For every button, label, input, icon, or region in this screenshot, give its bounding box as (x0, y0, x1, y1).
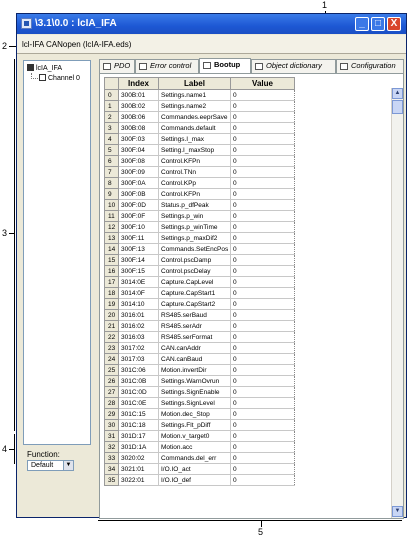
close-button[interactable]: X (387, 17, 401, 31)
row-label: RS485.serBaud (159, 310, 231, 321)
tab-configuration-label: Configuration (351, 61, 396, 70)
row-value[interactable]: 0 (231, 387, 295, 398)
row-index: 300B:01 (119, 90, 159, 101)
row-label: Capture.CapStart2 (159, 299, 231, 310)
table-row[interactable] (105, 387, 295, 398)
row-label: Motion.invertDir (159, 365, 231, 376)
table-row[interactable] (105, 255, 295, 266)
row-value[interactable]: 0 (231, 464, 295, 475)
table-row[interactable] (105, 222, 295, 233)
row-label: Settings.WarnOvrun (159, 376, 231, 387)
row-number: 0 (105, 90, 119, 101)
tab-error-control[interactable] (135, 59, 199, 73)
row-label: Control.TNn (159, 167, 231, 178)
row-index: 3017:03 (119, 354, 159, 365)
row-label: RS485.serAdr (159, 321, 231, 332)
callout-1: 1 (322, 0, 328, 10)
callout-4: 4 (2, 444, 8, 454)
row-label: Motion.dec_Stop (159, 409, 231, 420)
vertical-scrollbar[interactable] (391, 88, 403, 518)
tab-error-control-label: Error control (150, 61, 192, 70)
row-number: 12 (105, 222, 119, 233)
row-number: 2 (105, 112, 119, 123)
table-row[interactable] (105, 398, 295, 409)
table-row[interactable] (105, 233, 295, 244)
row-index: 301C:18 (119, 420, 159, 431)
row-index: 3014:0F (119, 288, 159, 299)
row-index: 301C:0E (119, 398, 159, 409)
device-description: lcl-IFA CANopen (lcIA-IFA.eds) (17, 35, 406, 54)
row-value[interactable]: 0 (231, 123, 295, 134)
header-index[interactable]: Index (119, 78, 159, 90)
table-row[interactable] (105, 431, 295, 442)
row-value[interactable]: 0 (231, 376, 295, 387)
chevron-down-icon[interactable]: ▼ (63, 461, 73, 470)
row-number: 1 (105, 101, 119, 112)
row-value[interactable]: 0 (231, 475, 295, 486)
row-label: CAN.canBaud (159, 354, 231, 365)
row-index: 301C:15 (119, 409, 159, 420)
scroll-down-icon[interactable]: ▼ (392, 506, 403, 517)
callout-3: 3 (2, 228, 8, 238)
row-index: 300B:08 (119, 123, 159, 134)
row-value[interactable]: 0 (231, 299, 295, 310)
row-label: Settings.p_winTime (159, 222, 231, 233)
row-label: Settings.I_max (159, 134, 231, 145)
table-row[interactable] (105, 244, 295, 255)
tab-configuration[interactable] (336, 59, 404, 73)
device-icon (27, 64, 34, 71)
row-label: Control.pscDamp (159, 255, 231, 266)
row-index: 3017:02 (119, 343, 159, 354)
row-value[interactable]: 0 (231, 365, 295, 376)
row-index: 300B:02 (119, 101, 159, 112)
app-icon (21, 18, 32, 29)
row-label: Commands.default (159, 123, 231, 134)
row-number: 9 (105, 189, 119, 200)
row-index: 300F:09 (119, 167, 159, 178)
scroll-up-icon[interactable]: ▲ (392, 88, 403, 99)
callout-2: 2 (2, 41, 8, 51)
tree-channel-label: Channel 0 (48, 75, 80, 82)
table-row[interactable] (105, 365, 295, 376)
row-number: 21 (105, 321, 119, 332)
row-value[interactable]: 0 (231, 431, 295, 442)
row-number: 6 (105, 156, 119, 167)
row-value[interactable]: 0 (231, 343, 295, 354)
row-number: 26 (105, 376, 119, 387)
table-row[interactable] (105, 167, 295, 178)
device-window (16, 13, 407, 518)
row-index: 301C:06 (119, 365, 159, 376)
row-label: Control.KPp (159, 178, 231, 189)
tab-object-dictionary-label: Object dictionary (266, 61, 322, 70)
table-row[interactable] (105, 178, 295, 189)
row-value[interactable]: 0 (231, 178, 295, 189)
row-label: I/O.IO_def (159, 475, 231, 486)
bootup-grid (99, 73, 404, 519)
row-value[interactable]: 0 (231, 277, 295, 288)
minimize-button[interactable]: _ (355, 17, 369, 31)
tab-bootup-label: Bootup (214, 60, 241, 69)
row-value[interactable]: 0 (231, 244, 295, 255)
row-number: 7 (105, 167, 119, 178)
row-value[interactable]: 0 (231, 398, 295, 409)
callout-5: 5 (258, 527, 264, 537)
row-label: Control.KFPn (159, 189, 231, 200)
title-bar[interactable] (17, 14, 406, 34)
tab-bar (99, 58, 404, 73)
table-header-row (105, 78, 295, 90)
tab-pdo-label: PDO (114, 61, 131, 70)
row-value[interactable]: 0 (231, 167, 295, 178)
row-label: CAN.canAddr (159, 343, 231, 354)
table-row[interactable] (105, 442, 295, 453)
table-row[interactable] (105, 189, 295, 200)
maximize-button[interactable]: □ (371, 17, 385, 31)
row-index: 300F:11 (119, 233, 159, 244)
row-number: 8 (105, 178, 119, 189)
row-label: Commands.del_err (159, 453, 231, 464)
row-value[interactable]: 0 (231, 310, 295, 321)
header-rownum (105, 78, 119, 90)
row-label: Settings.name1 (159, 90, 231, 101)
row-index: 300B:06 (119, 112, 159, 123)
row-index: 300F:04 (119, 145, 159, 156)
table-row[interactable] (105, 156, 295, 167)
row-value[interactable]: 0 (231, 420, 295, 431)
row-number: 22 (105, 332, 119, 343)
header-value[interactable]: Value (231, 78, 295, 90)
table-row[interactable] (105, 299, 295, 310)
row-value[interactable]: 0 (231, 442, 295, 453)
table-row[interactable] (105, 321, 295, 332)
row-number: 24 (105, 354, 119, 365)
row-number: 15 (105, 255, 119, 266)
header-label[interactable]: Label (159, 78, 231, 90)
tab-error-control-icon (139, 63, 147, 70)
row-label: I/O.IO_act (159, 464, 231, 475)
leader-line-3 (9, 233, 14, 234)
row-index: 300F:0B (119, 189, 159, 200)
row-label: Settings.p_maxDif2 (159, 233, 231, 244)
tab-pdo[interactable] (99, 59, 135, 73)
row-label: Settings.SignEnable (159, 387, 231, 398)
table-row[interactable] (105, 409, 295, 420)
table-row[interactable] (105, 145, 295, 156)
row-number: 14 (105, 244, 119, 255)
row-number: 13 (105, 233, 119, 244)
row-number: 25 (105, 365, 119, 376)
table-row[interactable] (105, 310, 295, 321)
row-index: 3022:01 (119, 475, 159, 486)
row-number: 33 (105, 453, 119, 464)
row-index: 300F:13 (119, 244, 159, 255)
row-index: 300F:15 (119, 266, 159, 277)
row-index: 300F:0F (119, 211, 159, 222)
row-label: Status.p_dfPeak (159, 200, 231, 211)
row-label: Motion.acc (159, 442, 231, 453)
row-number: 28 (105, 398, 119, 409)
table-row[interactable] (105, 134, 295, 145)
row-label: Setting.I_maxStop (159, 145, 231, 156)
row-label: Settings.Flt_pDiff (159, 420, 231, 431)
row-label: Motion.v_target0 (159, 431, 231, 442)
row-value[interactable]: 0 (231, 255, 295, 266)
tab-bootup[interactable] (199, 58, 251, 74)
row-label: Control.KFPn (159, 156, 231, 167)
row-index: 300F:08 (119, 156, 159, 167)
row-number: 34 (105, 464, 119, 475)
row-number: 30 (105, 420, 119, 431)
leader-line-5-horizontal (98, 520, 402, 521)
function-label: Function: (27, 450, 60, 459)
table-row[interactable] (105, 343, 295, 354)
row-number: 17 (105, 277, 119, 288)
table-row[interactable] (105, 288, 295, 299)
table-row[interactable] (105, 464, 295, 475)
table-row[interactable] (105, 453, 295, 464)
row-value[interactable]: 0 (231, 233, 295, 244)
tab-bootup-icon (203, 62, 211, 69)
row-index: 3014:0E (119, 277, 159, 288)
row-number: 10 (105, 200, 119, 211)
row-value[interactable]: 0 (231, 189, 295, 200)
bootup-table (104, 77, 295, 486)
table-row[interactable] (105, 112, 295, 123)
row-index: 300F:14 (119, 255, 159, 266)
row-number: 32 (105, 442, 119, 453)
row-number: 23 (105, 343, 119, 354)
row-value[interactable]: 0 (231, 145, 295, 156)
row-value[interactable]: 0 (231, 332, 295, 343)
table-body (105, 90, 295, 486)
row-index: 3020:02 (119, 453, 159, 464)
row-value[interactable]: 0 (231, 112, 295, 123)
tab-pdo-icon (103, 63, 111, 70)
leader-line-3-vertical (14, 59, 15, 431)
row-number: 31 (105, 431, 119, 442)
row-index: 301C:0B (119, 376, 159, 387)
tree-item-channel[interactable] (39, 74, 80, 82)
table-row[interactable] (105, 101, 295, 112)
row-value[interactable]: 0 (231, 90, 295, 101)
leader-line-5 (261, 520, 262, 527)
table-row[interactable] (105, 123, 295, 134)
row-label: Settings.name2 (159, 101, 231, 112)
row-index: 301D:1A (119, 442, 159, 453)
function-select-value: Default (31, 462, 54, 469)
row-index: 3016:03 (119, 332, 159, 343)
tree-connector (31, 73, 38, 79)
row-value[interactable]: 0 (231, 156, 295, 167)
row-index: 300F:03 (119, 134, 159, 145)
row-index: 300F:0D (119, 200, 159, 211)
table-row[interactable] (105, 90, 295, 101)
row-label: Control.pscDelay (159, 266, 231, 277)
table-row[interactable] (105, 332, 295, 343)
row-value[interactable]: 0 (231, 321, 295, 332)
row-value[interactable]: 0 (231, 200, 295, 211)
row-index: 3014:10 (119, 299, 159, 310)
row-index: 300F:10 (119, 222, 159, 233)
row-value[interactable]: 0 (231, 409, 295, 420)
table-row[interactable] (105, 211, 295, 222)
row-number: 3 (105, 123, 119, 134)
leader-line-4-vertical (14, 434, 15, 464)
row-number: 11 (105, 211, 119, 222)
row-number: 5 (105, 145, 119, 156)
row-value[interactable]: 0 (231, 288, 295, 299)
row-label: RS485.serFormat (159, 332, 231, 343)
window-title: \3.1\0.0 : lcIA_IFA (35, 18, 117, 29)
table-row[interactable] (105, 475, 295, 486)
row-number: 35 (105, 475, 119, 486)
row-value[interactable]: 0 (231, 101, 295, 112)
table-row[interactable] (105, 354, 295, 365)
tab-object-dictionary[interactable] (251, 59, 336, 73)
tree-item-root[interactable] (27, 64, 62, 72)
channel-icon (39, 74, 46, 81)
row-value[interactable]: 0 (231, 354, 295, 365)
row-index: 301D:17 (119, 431, 159, 442)
table-row[interactable] (105, 200, 295, 211)
row-value[interactable]: 0 (231, 453, 295, 464)
row-index: 3021:01 (119, 464, 159, 475)
row-index: 3016:02 (119, 321, 159, 332)
row-value[interactable]: 0 (231, 211, 295, 222)
row-number: 4 (105, 134, 119, 145)
row-label: Settings.p_win (159, 211, 231, 222)
row-index: 300F:0A (119, 178, 159, 189)
row-value[interactable]: 0 (231, 134, 295, 145)
row-number: 20 (105, 310, 119, 321)
row-index: 3016:01 (119, 310, 159, 321)
tab-configuration-icon (340, 63, 348, 70)
table-row[interactable] (105, 266, 295, 277)
row-label: Capture.CapStart1 (159, 288, 231, 299)
row-label: Capture.CapLevel (159, 277, 231, 288)
row-label: Commandes.eeprSave (159, 112, 231, 123)
tree-root-label: lcIA_IFA (36, 65, 63, 72)
leader-line-4 (9, 449, 14, 450)
function-select[interactable] (27, 460, 74, 471)
row-number: 19 (105, 299, 119, 310)
row-value[interactable]: 0 (231, 222, 295, 233)
scroll-thumb[interactable] (392, 100, 403, 114)
row-number: 18 (105, 288, 119, 299)
row-label: Settings.SignLevel (159, 398, 231, 409)
table-row[interactable] (105, 277, 295, 288)
row-label: Commands.SetEncPos (159, 244, 231, 255)
row-number: 29 (105, 409, 119, 420)
row-index: 301C:0D (119, 387, 159, 398)
table-row[interactable] (105, 376, 295, 387)
table-row[interactable] (105, 420, 295, 431)
row-value[interactable]: 0 (231, 266, 295, 277)
row-number: 16 (105, 266, 119, 277)
tab-object-dictionary-icon (255, 63, 263, 70)
device-tree (23, 60, 91, 445)
row-number: 27 (105, 387, 119, 398)
